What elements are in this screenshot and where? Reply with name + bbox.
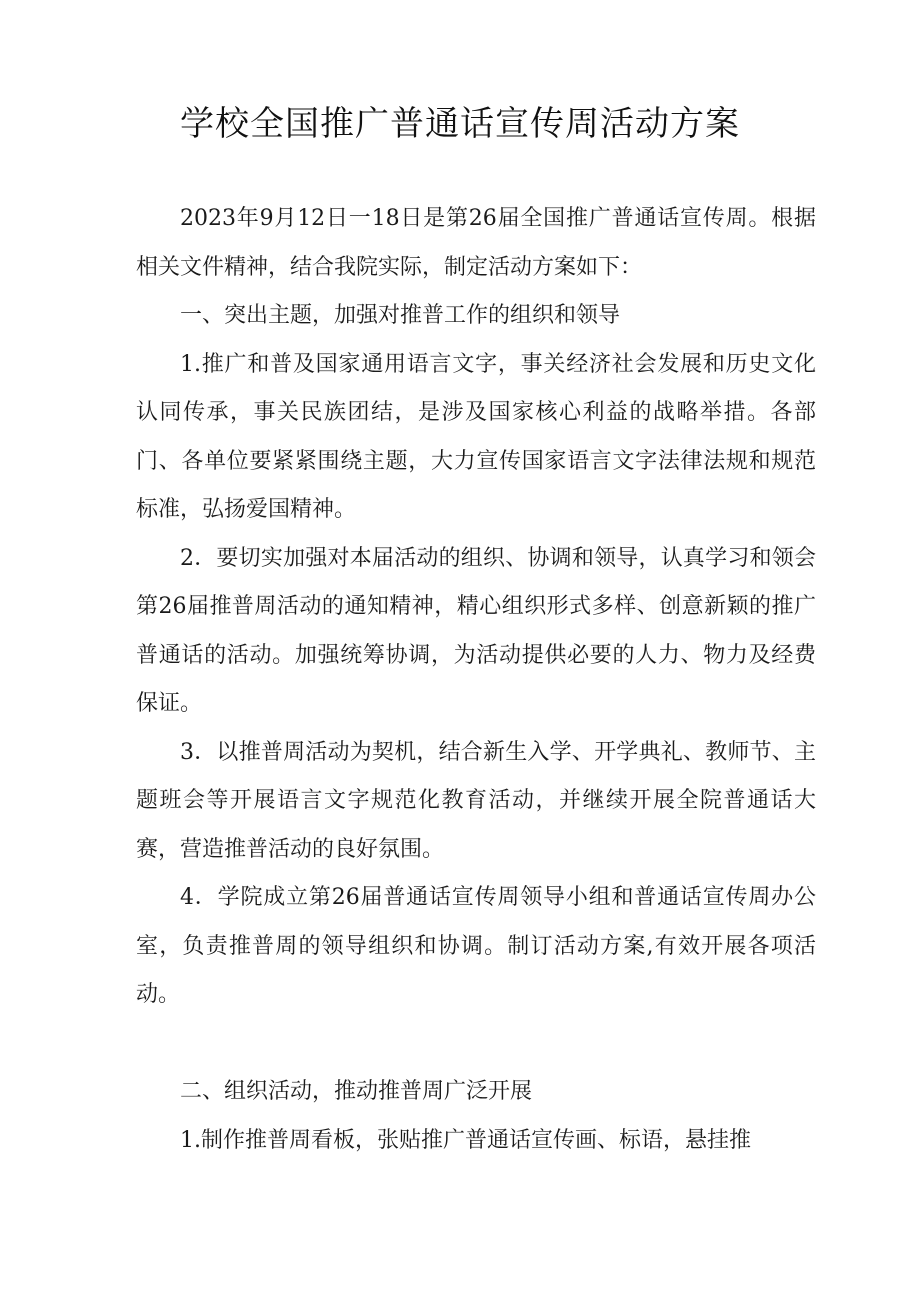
item-paragraph-4: 4．学院成立第26届普通话宣传周领导小组和普通话宣传周办公室，负责推普周的领导组织和协调。制订活动方案,有效开展各项活动。 <box>136 885 816 1007</box>
item-paragraph-1: 1.推广和普及国家通用语言文字，事关经济社会发展和历史文化认同传承，事关民族团结，是涉及国家核心利益的战略举措。各部门、各单位要紧紧围绕主题，大力宣传国家语言文字法律法规和规范标准，弘扬爱国精神。 <box>136 351 816 522</box>
intro-paragraph: 2023年9月12日一18日是第26届全国推广普通话宣传周。根据相关文件精神，结合我院实际，制定活动方案如下： <box>136 206 816 280</box>
section-heading-2: 二、组织活动，推动推普周广泛开展 <box>180 1079 533 1104</box>
document-body <box>136 195 816 1165</box>
paragraph-spacer <box>136 1020 816 1069</box>
item-paragraph-5: 1.制作推普周看板，张贴推广普通话宣传画、标语，悬挂推 <box>180 1127 751 1153</box>
item-paragraph-3: 3．以推普周活动为契机，结合新生入学、开学典礼、教师节、主题班会等开展语言文字规范化教育活动，并继续开展全院普通话大赛，营造推普活动的良好氛围。 <box>136 739 816 862</box>
section-heading-1: 一、突出主题，加强对推普工作的组织和领导 <box>180 303 621 328</box>
item-paragraph-2: 2．要切实加强对本届活动的组织、协调和领导，认真学习和领会第26届推普周活动的通知精神，精心组织形式多样、创意新颖的推广普通话的活动。加强统筹协调，为活动提供必要的人力、物力及经费保证。 <box>136 545 816 716</box>
document-title: 学校全国推广普通话宣传周活动方案 <box>180 104 740 144</box>
